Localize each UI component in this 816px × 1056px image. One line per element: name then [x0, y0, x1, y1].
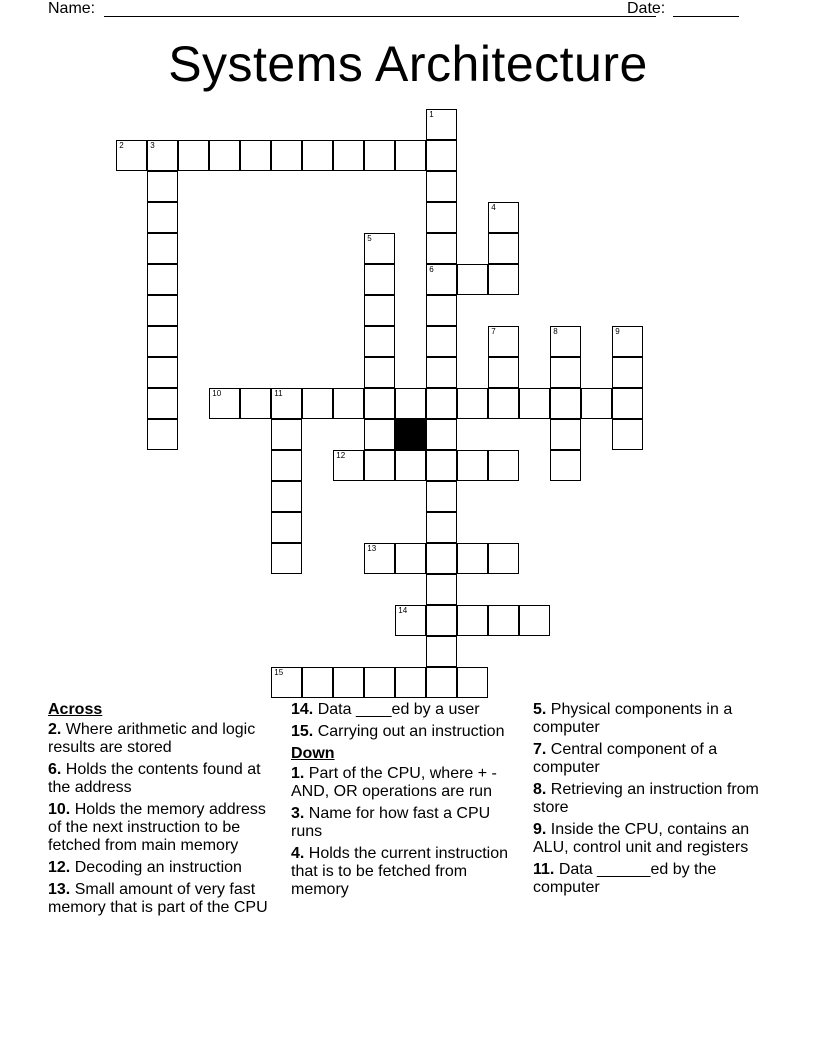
grid-cell[interactable]	[426, 357, 457, 388]
grid-cell[interactable]	[457, 450, 488, 481]
down-heading: Down	[291, 745, 335, 762]
grid-cell[interactable]	[147, 357, 178, 388]
grid-cell[interactable]	[271, 140, 302, 171]
grid-cell[interactable]	[457, 264, 488, 295]
clue-across-10: 10. Holds the memory address of the next instruction to be fetched from main memory	[48, 801, 266, 854]
clue-number: 1	[429, 110, 434, 120]
name-label: Name:	[48, 0, 96, 17]
grid-cell[interactable]	[302, 388, 333, 419]
grid-cell-blocked	[395, 419, 426, 450]
grid-cell[interactable]	[426, 450, 457, 481]
grid-cell[interactable]	[612, 388, 643, 419]
grid-cell[interactable]	[426, 171, 457, 202]
grid-cell[interactable]	[519, 388, 550, 419]
grid-cell[interactable]	[550, 357, 581, 388]
grid-cell[interactable]	[550, 419, 581, 450]
grid-cell[interactable]	[457, 543, 488, 574]
clue-down-7: 7. Central component of a computer	[533, 741, 718, 776]
grid-cell[interactable]	[147, 295, 178, 326]
clue-number: 3	[150, 141, 155, 151]
grid-cell-6[interactable]	[426, 264, 457, 295]
date-label: Date:	[627, 0, 666, 17]
grid-cell[interactable]	[302, 667, 333, 698]
grid-cell[interactable]	[426, 636, 457, 667]
grid-cell-9[interactable]	[612, 326, 643, 357]
clue-number: 15	[274, 668, 284, 678]
grid-cell-14[interactable]	[395, 605, 426, 636]
grid-cell[interactable]	[364, 357, 395, 388]
grid-cell[interactable]	[271, 543, 302, 574]
grid-cell[interactable]	[426, 512, 457, 543]
grid-cell-7[interactable]	[488, 326, 519, 357]
grid-cell[interactable]	[426, 202, 457, 233]
grid-cell[interactable]	[364, 388, 395, 419]
grid-cell-2[interactable]	[116, 140, 147, 171]
clue-number: 2	[119, 141, 124, 151]
clue-number: 6	[429, 265, 434, 275]
grid-cell[interactable]	[364, 450, 395, 481]
grid-cell[interactable]	[147, 233, 178, 264]
clue-down-8: 8. Retrieving an instruction from store	[533, 781, 759, 816]
grid-cell-1[interactable]	[426, 109, 457, 140]
grid-cell-4[interactable]	[488, 202, 519, 233]
grid-cell[interactable]	[519, 605, 550, 636]
grid-cell-8[interactable]	[550, 326, 581, 357]
grid-cell-3[interactable]	[147, 140, 178, 171]
grid-cell-11[interactable]	[271, 388, 302, 419]
clue-down-1: 1. Part of the CPU, where + - AND, OR operations are run	[291, 765, 497, 800]
grid-cell[interactable]	[457, 667, 488, 698]
clue-number: 8	[553, 327, 558, 337]
grid-cell[interactable]	[488, 264, 519, 295]
grid-cell[interactable]	[364, 326, 395, 357]
clue-number: 4	[491, 203, 496, 213]
grid-cell[interactable]	[488, 450, 519, 481]
grid-cell[interactable]	[333, 388, 364, 419]
grid-cell[interactable]	[426, 295, 457, 326]
grid-cell[interactable]	[426, 388, 457, 419]
grid-cell-10[interactable]	[209, 388, 240, 419]
grid-cell-5[interactable]	[364, 233, 395, 264]
grid-cell[interactable]	[147, 326, 178, 357]
clue-across-12: 12. Decoding an instruction	[48, 859, 242, 876]
grid-cell[interactable]	[333, 140, 364, 171]
clue-number: 13	[367, 544, 377, 554]
grid-cell[interactable]	[147, 388, 178, 419]
grid-cell[interactable]	[364, 295, 395, 326]
clue-column-1	[48, 701, 280, 921]
grid-cell[interactable]	[488, 357, 519, 388]
grid-cell[interactable]	[302, 140, 333, 171]
grid-cell[interactable]	[581, 388, 612, 419]
clue-down-11: 11. Data ______ed by the computer	[533, 861, 717, 896]
clue-across-2: 2. Where arithmetic and logic results are stored	[48, 721, 256, 756]
grid-cell[interactable]	[426, 574, 457, 605]
grid-cell[interactable]	[271, 419, 302, 450]
clue-down-3: 3. Name for how fast a CPU runs	[291, 805, 491, 840]
grid-cell[interactable]	[550, 450, 581, 481]
clue-number: 7	[491, 327, 496, 337]
clue-number: 11	[274, 389, 283, 399]
grid-cell-12[interactable]	[333, 450, 364, 481]
clue-down-9: 9. Inside the CPU, contains an ALU, control unit and registers	[533, 821, 750, 856]
grid-cell-15[interactable]	[271, 667, 302, 698]
grid-cell[interactable]	[426, 605, 457, 636]
grid-cell[interactable]	[333, 667, 364, 698]
grid-cell[interactable]	[612, 419, 643, 450]
grid-cell[interactable]	[364, 419, 395, 450]
grid-cell[interactable]	[550, 388, 581, 419]
grid-cell[interactable]	[488, 388, 519, 419]
grid-cell[interactable]	[395, 140, 426, 171]
clue-column-2	[291, 701, 521, 903]
across-heading: Across	[48, 701, 103, 718]
grid-cell[interactable]	[178, 140, 209, 171]
clue-number: 9	[615, 327, 620, 337]
clue-across-6: 6. Holds the contents found at the address	[48, 761, 261, 796]
grid-cell[interactable]	[364, 140, 395, 171]
clue-down-5: 5. Physical components in a computer	[533, 701, 733, 736]
clue-number: 14	[398, 606, 408, 616]
clue-number: 10	[212, 389, 222, 399]
grid-cell[interactable]	[209, 140, 240, 171]
grid-cell[interactable]	[271, 481, 302, 512]
grid-cell[interactable]	[488, 543, 519, 574]
clue-column-3	[533, 701, 773, 901]
grid-cell[interactable]	[271, 450, 302, 481]
grid-cell[interactable]	[488, 605, 519, 636]
clue-across-13: 13. Small amount of very fast memory that is part of the CPU	[48, 881, 268, 916]
grid-cell[interactable]	[147, 264, 178, 295]
grid-cell[interactable]	[426, 667, 457, 698]
grid-cell[interactable]	[395, 388, 426, 419]
grid-cell[interactable]	[426, 481, 457, 512]
grid-cell[interactable]	[271, 512, 302, 543]
grid-cell[interactable]	[426, 233, 457, 264]
grid-cell[interactable]	[457, 388, 488, 419]
clue-across-14: 14. Data ____ed by a user	[291, 701, 480, 718]
grid-cell[interactable]	[426, 140, 457, 171]
grid-cell[interactable]	[426, 326, 457, 357]
clue-number: 5	[367, 234, 372, 244]
grid-cell[interactable]	[488, 233, 519, 264]
grid-cell[interactable]	[364, 264, 395, 295]
grid-cell[interactable]	[457, 605, 488, 636]
grid-cell[interactable]	[426, 543, 457, 574]
grid-cell[interactable]	[147, 171, 178, 202]
grid-cell[interactable]	[240, 388, 271, 419]
page-title: Systems Architecture	[168, 36, 648, 92]
clue-across-15: 15. Carrying out an instruction	[291, 723, 505, 740]
grid-cell[interactable]	[240, 140, 271, 171]
grid-cell[interactable]	[612, 357, 643, 388]
grid-cell[interactable]	[147, 202, 178, 233]
grid-cell-13[interactable]	[364, 543, 395, 574]
grid-cell[interactable]	[426, 419, 457, 450]
grid-cell[interactable]	[395, 667, 426, 698]
grid-cell[interactable]	[147, 419, 178, 450]
grid-cell[interactable]	[364, 667, 395, 698]
clue-number: 12	[336, 451, 346, 461]
grid-cell[interactable]	[395, 543, 426, 574]
grid-cell[interactable]	[395, 450, 426, 481]
clue-down-4: 4. Holds the current instruction that is to be fetched from memory	[291, 845, 508, 898]
